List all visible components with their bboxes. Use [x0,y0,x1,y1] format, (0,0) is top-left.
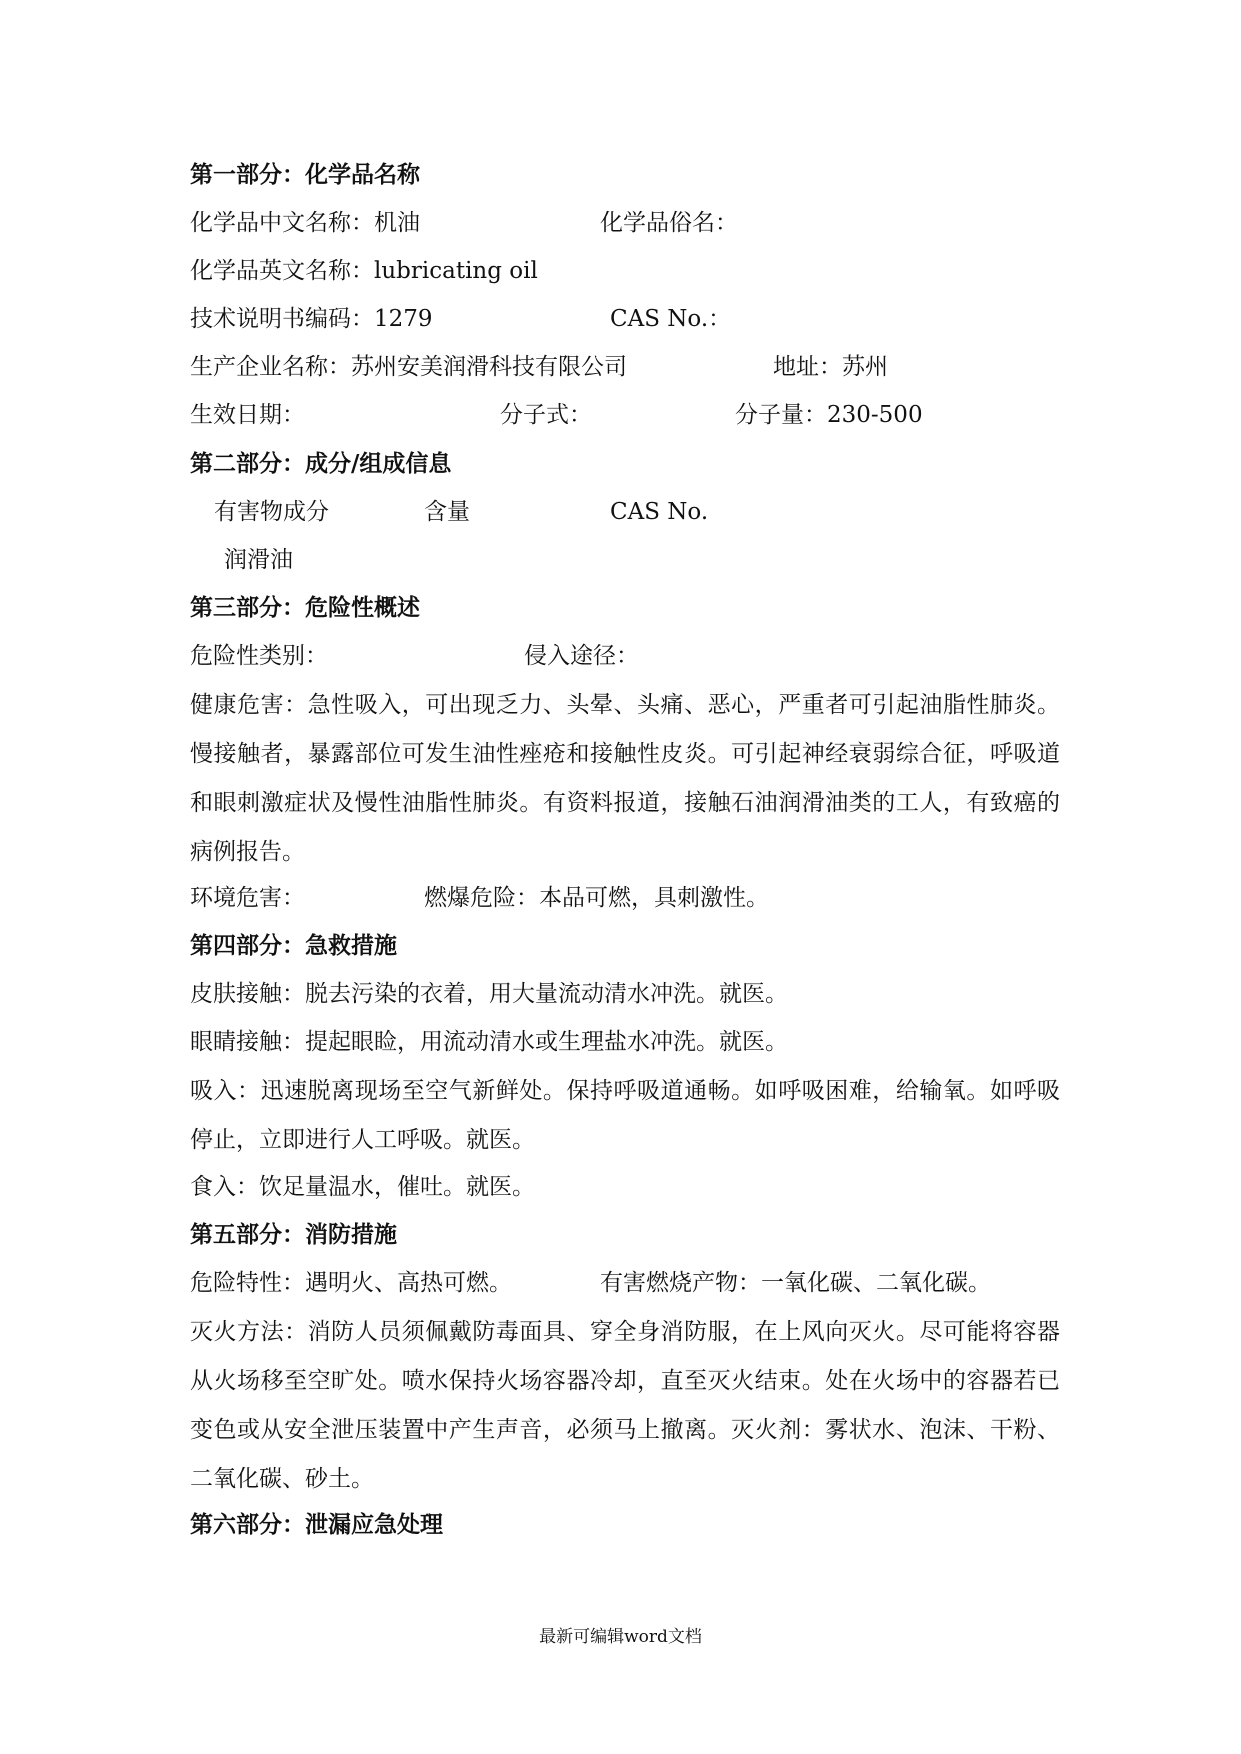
cas-number: CAS No.： [610,306,732,332]
effective-date: 生效日期： [190,402,305,428]
hazard-category-row [190,638,1070,674]
combustion-products: 有害燃烧产物：一氧化碳、二氧化碳。 [600,1270,991,1296]
environmental-hazard: 环境危害： [190,885,305,911]
section-4-heading: 第四部分：急救措施 [190,932,397,959]
molecular-formula: 分子式： [500,402,592,428]
inhalation-paragraph: 吸入：迅速脱离现场至空气新鲜处。保持呼吸道通畅。如呼吸困难，给输氧。如呼吸停止，立即进行人工呼吸。就医。 [190,1078,1060,1153]
section-5-heading: 第五部分：消防措施 [190,1221,397,1248]
env-explosion-row [190,880,1070,916]
component-name: 润滑油 [224,547,293,573]
english-name: 化学品英文名称：lubricating oil [190,258,538,284]
exposure-route: 侵入途径： [524,643,639,669]
chemical-names-row [190,205,1070,241]
chinese-name: 化学品中文名称：机油 [190,210,420,236]
molecular-weight: 分子量：230-500 [735,402,923,428]
common-name: 化学品俗名： [600,210,738,236]
english-name-row [190,253,1070,289]
explosion-hazard: 燃爆危险：本品可燃，具刺激性。 [424,885,769,911]
page-footer: 最新可编辑word文档 [539,1627,702,1647]
composition-row [190,542,1070,578]
code-row [190,301,1070,337]
hazard-property: 危险特性：遇明火、高热可燃。 [190,1270,512,1296]
component-header: 有害物成分 [214,499,329,525]
hazard-category: 危险性类别： [190,643,328,669]
content-header: 含量 [424,499,470,525]
section-1-heading: 第一部分：化学品名称 [190,161,420,188]
composition-header-row [190,494,1070,530]
section-6-heading: 第六部分：泄漏应急处理 [190,1511,443,1538]
section-3-heading: 第三部分：危险性概述 [190,594,420,621]
company-row [190,349,1070,385]
spec-code: 技术说明书编码：1279 [190,306,433,332]
eye-contact: 眼睛接触：提起眼睑，用流动清水或生理盐水冲洗。就医。 [190,1029,788,1055]
fire-hazard-row [190,1265,1070,1301]
company-address: 地址：苏州 [773,354,888,380]
extinguishing-paragraph: 灭火方法：消防人员须佩戴防毒面具、穿全身消防服，在上风向灭火。尽可能将容器从火场移至空旷处。喷水保持火场容器冷却，直至灭火结束。处在火场中的容器若已变色或从安全泄压装置中产生声音，必须马上撤离。灭火剂：雾状水、泡沫、干粉、二氧化碳、砂土。 [190,1319,1060,1492]
company-name: 生产企业名称：苏州安美润滑科技有限公司 [190,354,627,380]
skin-contact: 皮肤接触：脱去污染的衣着，用大量流动清水冲洗。就医。 [190,981,788,1007]
cas-header: CAS No. [610,499,709,525]
date-formula-row [190,397,1070,433]
health-hazard-paragraph: 健康危害：急性吸入，可出现乏力、头晕、头痛、恶心，严重者可引起油脂性肺炎。慢接触者，暴露部位可发生油性痤疮和接触性皮炎。可引起神经衰弱综合征，呼吸道和眼刺激症状及慢性油脂性肺炎。有资料报道，接触石油润滑油类的工人，有致癌的病例报告。 [190,692,1060,865]
section-2-heading: 第二部分：成分/组成信息 [190,450,452,477]
ingestion: 食入：饮足量温水，催吐。就医。 [190,1174,535,1200]
